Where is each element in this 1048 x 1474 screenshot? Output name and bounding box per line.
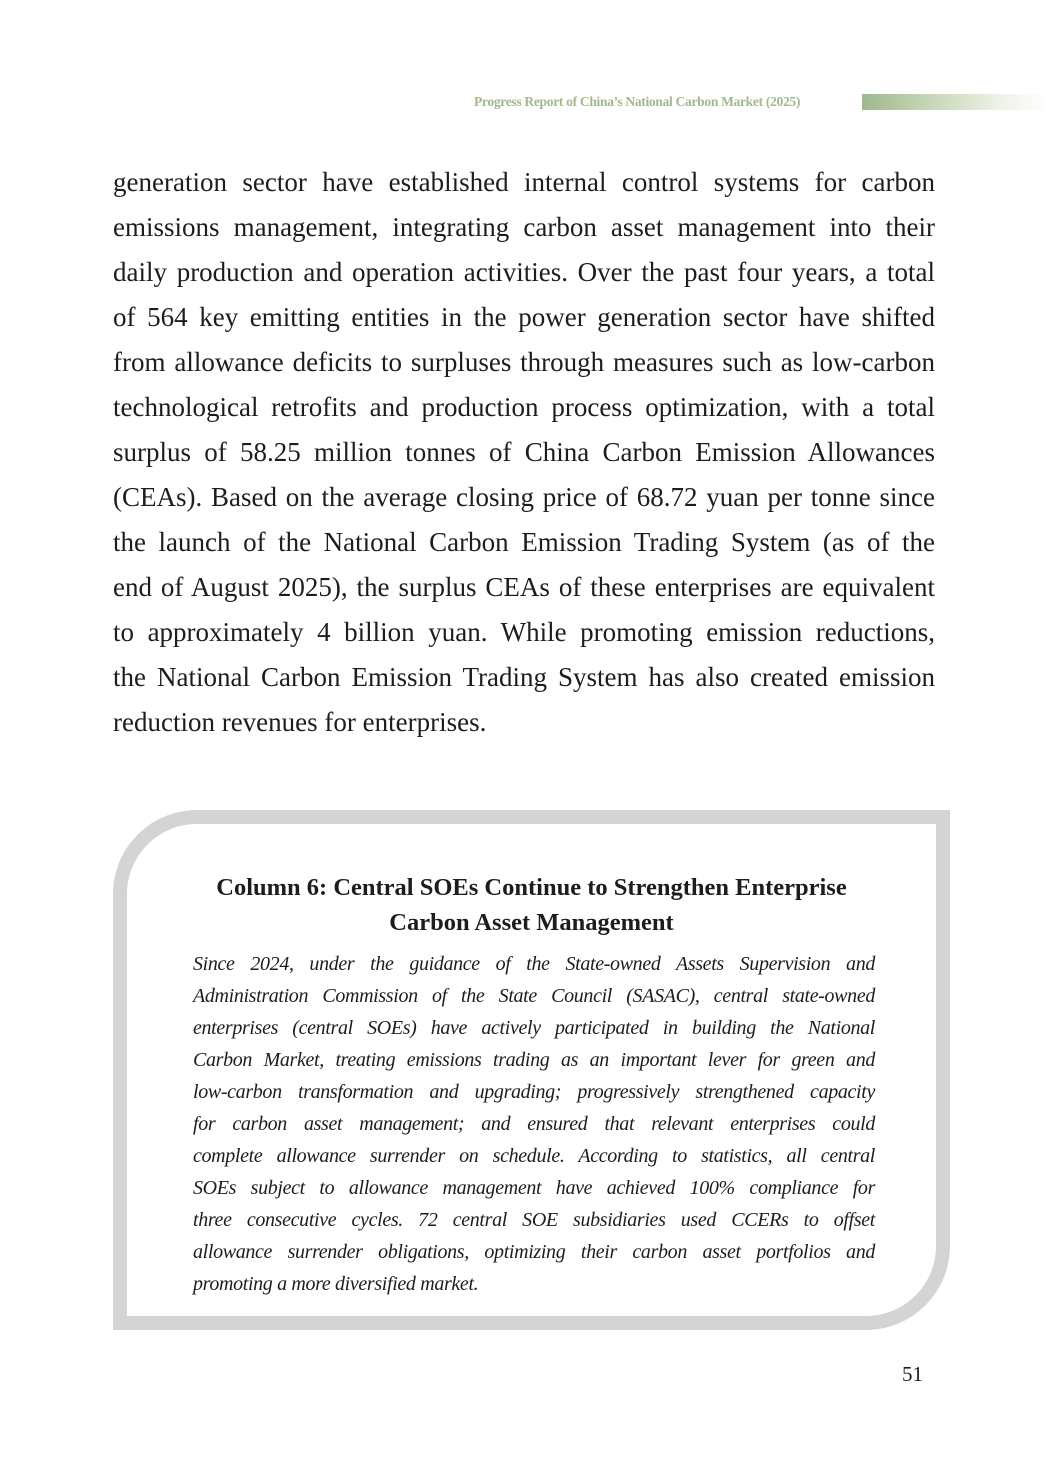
column-title — [127, 870, 936, 940]
column-line: Carbon Market, treating emissions trading as an important lever for green and — [193, 1049, 875, 1071]
column-line: promoting a more diversified market. — [193, 1273, 479, 1295]
body-paragraph — [113, 160, 935, 745]
body-line: end of August 2025), the surplus CEAs of these enterprises are equivalent — [113, 572, 935, 602]
body-line: surplus of 58.25 million tonnes of China Carbon Emission Allowances — [113, 437, 935, 467]
column-line: enterprises (central SOEs) have actively participated in building the National — [193, 1017, 875, 1039]
body-line: emissions management, integrating carbon asset management into their — [113, 212, 935, 242]
column-title-line: Carbon Asset Management — [389, 909, 674, 936]
column-line: for carbon asset management; and ensured that relevant enterprises could — [193, 1113, 875, 1135]
body-line: generation sector have established internal control systems for carbon — [113, 167, 935, 197]
body-line: the launch of the National Carbon Emission Trading System (as of the — [113, 527, 935, 557]
column-line: low-carbon transformation and upgrading; progressively strengthened capacity — [193, 1081, 875, 1103]
column-line: SOEs subject to allowance management have achieved 100% compliance for — [193, 1177, 875, 1199]
column-title-line: Column 6: Central SOEs Continue to Strengthen Enterprise — [216, 874, 847, 901]
body-line: of 564 key emitting entities in the power generation sector have shifted — [113, 302, 935, 332]
column-body — [193, 948, 875, 1300]
column-box — [113, 810, 950, 1330]
header-accent-bar — [862, 94, 1048, 110]
body-line: (CEAs). Based on the average closing price of 68.72 yuan per tonne since — [113, 482, 935, 512]
column-line: three consecutive cycles. 72 central SOE subsidiaries used CCERs to offset — [193, 1209, 875, 1231]
body-line: from allowance deficits to surpluses through measures such as low-carbon — [113, 347, 935, 377]
page-number: 51 — [902, 1362, 923, 1386]
column-line: Since 2024, under the guidance of the State-owned Assets Supervision and — [193, 953, 875, 975]
body-line: technological retrofits and production process optimization, with a total — [113, 392, 935, 422]
body-line: to approximately 4 billion yuan. While promoting emission reductions, — [113, 617, 935, 647]
column-line: allowance surrender obligations, optimizing their carbon asset portfolios and — [193, 1241, 875, 1263]
body-line: the National Carbon Emission Trading System has also created emission — [113, 662, 935, 692]
column-line: complete allowance surrender on schedule. According to statistics, all central — [193, 1145, 875, 1167]
running-header-title: Progress Report of China’s National Carbon Market (2025) — [474, 94, 801, 109]
column-line: Administration Commission of the State Council (SASAC), central state-owned — [193, 985, 875, 1007]
body-line: reduction revenues for enterprises. — [113, 707, 487, 737]
body-line: daily production and operation activities. Over the past four years, a total — [113, 257, 935, 287]
